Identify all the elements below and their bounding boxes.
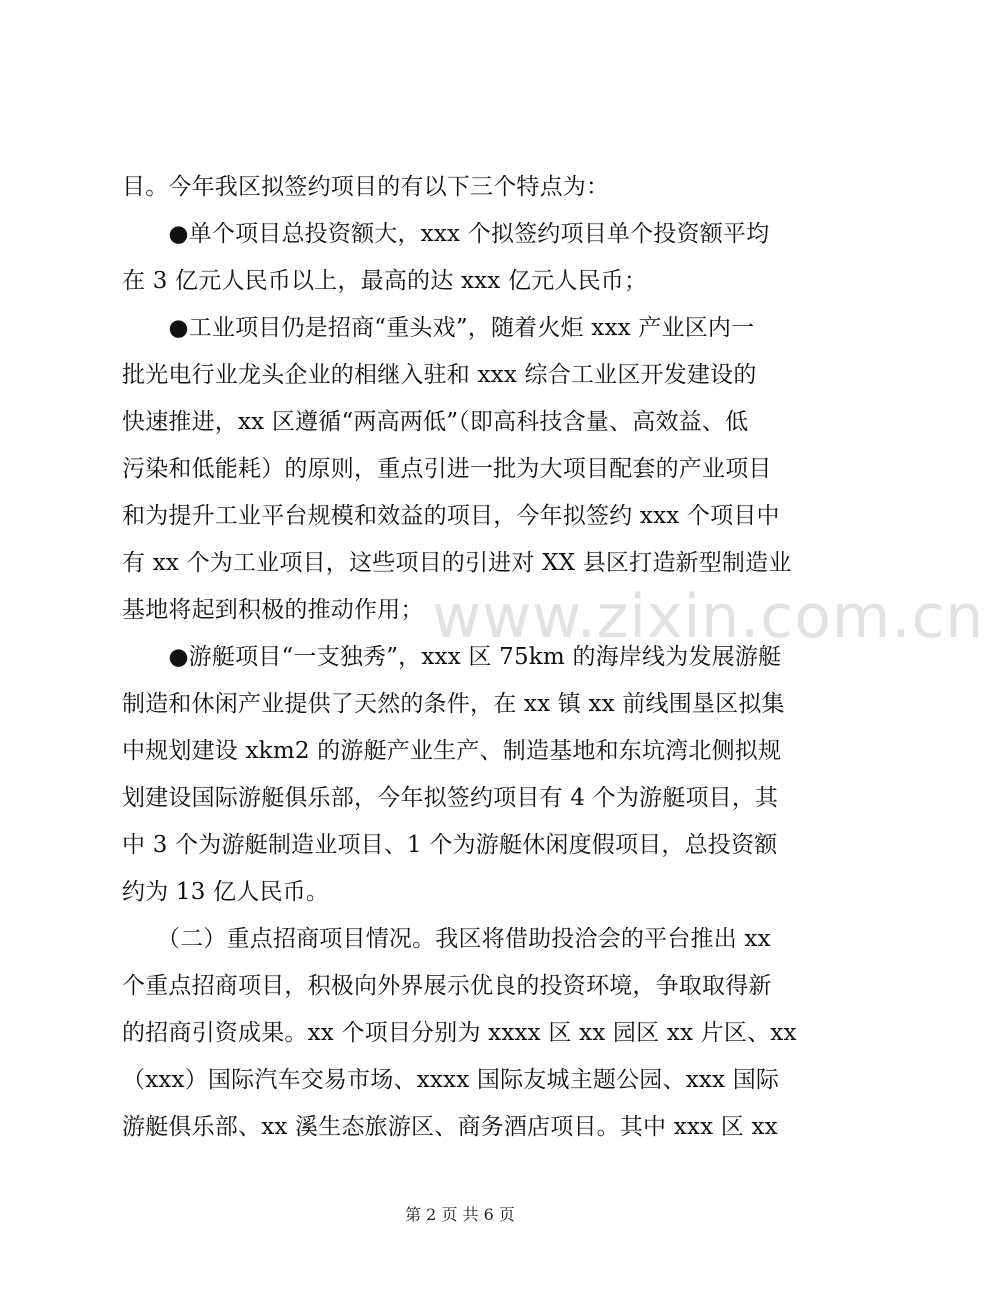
text-line: （二）重点招商项目情况。我区将借助投洽会的平台推出 xx [122,926,771,952]
text-line: 中 3 个为游艇制造业项目、1 个为游艇休闲度假项目，总投资额 [122,832,778,858]
text-line: 游艇俱乐部、xx 溪生态旅游区、商务酒店项目。其中 xxx 区 xx [122,1114,778,1140]
text-line: ●单个项目总投资额大，xxx 个拟签约项目单个投资额平均 [122,221,770,247]
text-line: 目。今年我区拟签约项目的有以下三个特点为： [122,174,610,200]
text-line: 快速推进，xx 区遵循“两高两低”（即高科技含量、高效益、低 [122,409,749,435]
text-line: 中规划建设 xkm2 的游艇产业生产、制造基地和东坑湾北侧拟规 [122,738,782,764]
watermark: www.zixin.com.cn [432,582,984,652]
page-footer [0,1202,920,1225]
text-line: 的招商引资成果。xx 个项目分别为 xxxx 区 xx 园区 xx 片区、xx [122,1020,797,1046]
page-number-label: 第 2 页 共 6 页 [405,1205,515,1224]
text-line: 和为提升工业平台规模和效益的项目，今年拟签约 xxx 个项目中 [122,503,780,529]
text-line: ●工业项目仍是招商“重头戏”，随着火炬 xxx 产业区内一 [122,315,755,341]
text-line: 批光电行业龙头企业的相继入驻和 xxx 综合工业区开发建设的 [122,362,757,388]
text-line: 污染和低能耗）的原则，重点引进一批为大项目配套的产业项目 [122,456,772,482]
text-line: 在 3 亿元人民币以上，最高的达 xxx 亿元人民币； [122,268,648,294]
text-line: 有 xx 个为工业项目，这些项目的引进对 XX 县区打造新型制造业 [122,550,792,576]
text-line: ●游艇项目“一支独秀”，xxx 区 75km 的海岸线为发展游艇 [122,644,782,670]
text-line: （xxx）国际汽车交易市场、xxxx 国际友城主题公园、xxx 国际 [122,1067,780,1093]
text-line: 划建设国际游艇俱乐部，今年拟签约项目有 4 个为游艇项目，其 [122,785,779,811]
document-body [122,164,812,1151]
text-line: 约为 13 亿人民币。 [122,879,330,905]
text-line: 制造和休闲产业提供了天然的条件，在 xx 镇 xx 前线围垦区拟集 [122,691,785,717]
text-line: 基地将起到积极的推动作用； [122,597,424,623]
text-line: 个重点招商项目，积极向外界展示优良的投资环境，争取取得新 [122,973,772,999]
